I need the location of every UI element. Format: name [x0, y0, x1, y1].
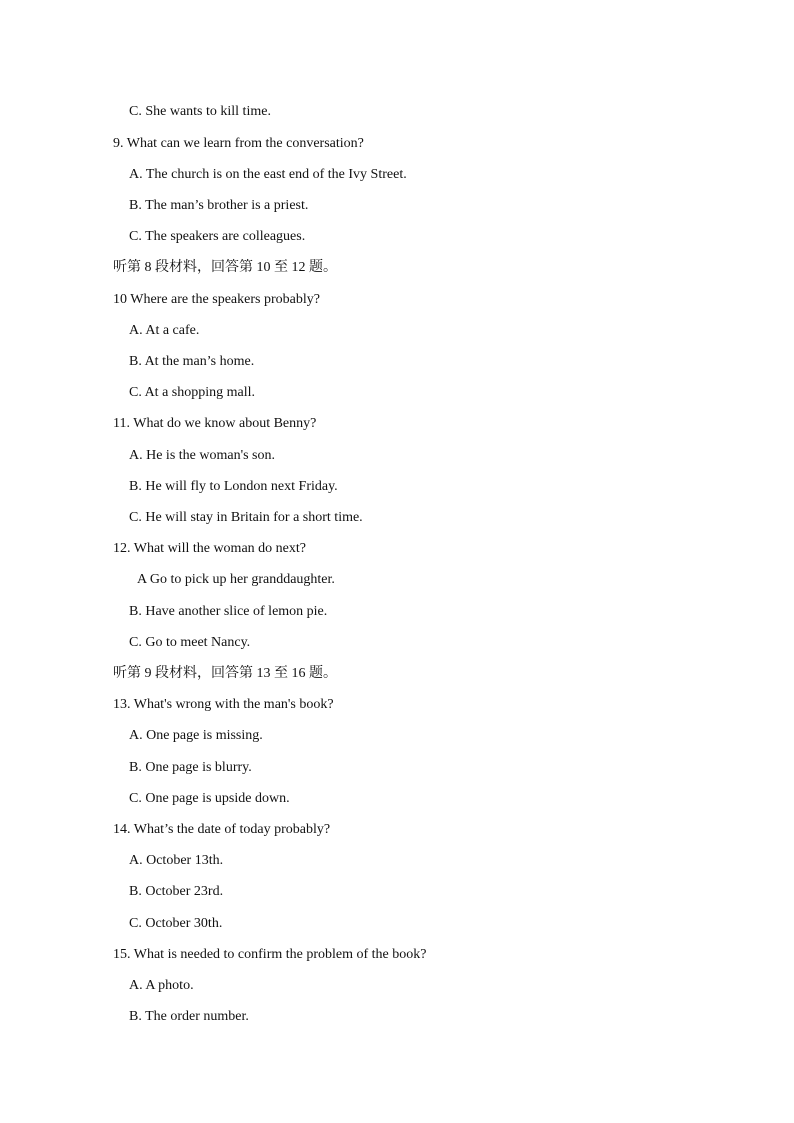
option-12a: A Go to pick up her granddaughter. [137, 572, 335, 587]
option-9c: C. The speakers are colleagues. [129, 229, 306, 244]
question-13: 13. What's wrong with the man's book? [113, 697, 334, 712]
option-11a: A. He is the woman's son. [129, 448, 276, 463]
option-11b: B. He will fly to London next Friday. [129, 479, 338, 494]
option-15a: A. A photo. [129, 978, 194, 993]
option-9a: A. The church is on the east end of the Ivy Street. [129, 167, 407, 182]
option-13a: A. One page is missing. [129, 728, 263, 743]
section-heading-8: 听第 8 段材料，回答第 10 至 12 题。 [113, 260, 337, 275]
option-10a: A. At a cafe. [129, 323, 200, 338]
option-13c: C. One page is upside down. [129, 791, 290, 806]
section-heading-9: 听第 9 段材料，回答第 13 至 16 题。 [113, 666, 337, 681]
option-14a: A. October 13th. [129, 853, 224, 868]
option-15b: B. The order number. [129, 1009, 249, 1024]
question-11: 11. What do we know about Benny? [113, 416, 317, 431]
option-8c: C. She wants to kill time. [129, 104, 271, 119]
question-9: 9. What can we learn from the conversation? [113, 136, 364, 151]
question-12: 12. What will the woman do next? [113, 541, 306, 556]
option-13b: B. One page is blurry. [129, 760, 252, 775]
option-14b: B. October 23rd. [129, 884, 224, 899]
option-11c: C. He will stay in Britain for a short time. [129, 510, 363, 525]
question-15: 15. What is needed to confirm the problem of the book? [113, 947, 427, 962]
option-10c: C. At a shopping mall. [129, 385, 255, 400]
option-12c: C. Go to meet Nancy. [129, 635, 251, 650]
option-12b: B. Have another slice of lemon pie. [129, 604, 328, 619]
question-14: 14. What’s the date of today probably? [113, 822, 331, 837]
option-14c: C. October 30th. [129, 916, 223, 931]
option-9b: B. The man’s brother is a priest. [129, 198, 309, 213]
option-10b: B. At the man’s home. [129, 354, 255, 369]
question-10: 10 Where are the speakers probably? [113, 292, 320, 307]
